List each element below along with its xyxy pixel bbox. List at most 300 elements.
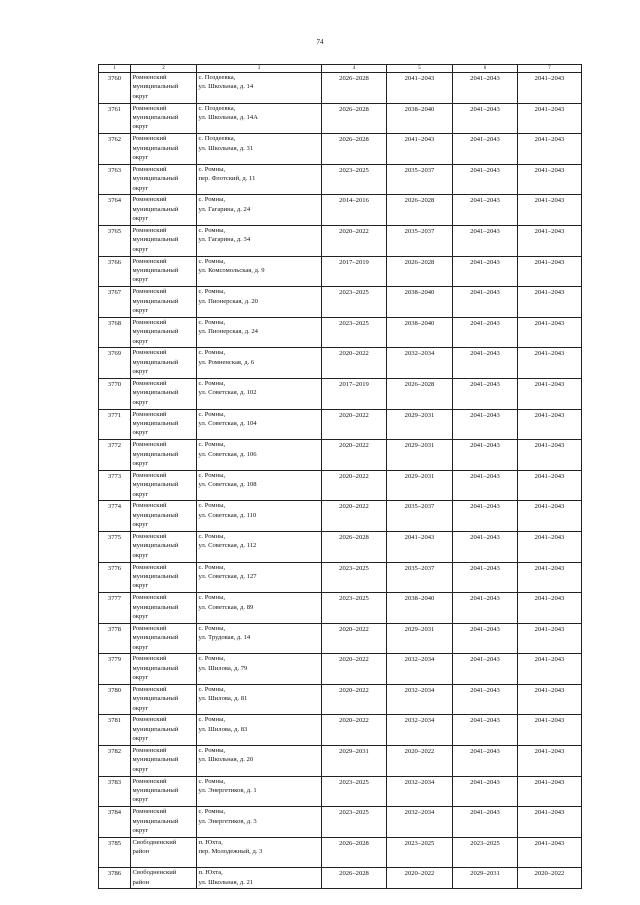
period-cell-c4: 2017–2019 xyxy=(322,256,387,287)
table-row xyxy=(99,501,582,532)
period-cell-c6: 2041–2043 xyxy=(453,195,518,226)
district-line: округ xyxy=(132,215,149,223)
district-cell xyxy=(131,715,197,746)
district-line: Свободненский xyxy=(132,838,177,846)
period-cell-c5: 2023–2025 xyxy=(387,837,453,868)
district-line: муниципальный xyxy=(132,236,179,244)
period-cell-c6: 2041–2043 xyxy=(453,654,518,685)
table-row xyxy=(99,776,582,807)
row-number-cell: 3762 xyxy=(99,134,131,165)
period-cell-c4: 2020–2022 xyxy=(322,409,387,440)
period-cell-c7: 2041–2043 xyxy=(518,623,582,654)
table-row xyxy=(99,531,582,562)
address-line: ул. Энергетиков, д. 1 xyxy=(198,787,257,795)
district-line: Ромненский xyxy=(132,379,167,387)
period-cell-c5: 2026–2028 xyxy=(387,195,453,226)
district-line: муниципальный xyxy=(132,297,179,305)
district-line: муниципальный xyxy=(132,572,179,580)
address-line: с. Ромны, xyxy=(198,532,226,540)
district-cell xyxy=(131,868,197,889)
table-row xyxy=(99,470,582,501)
address-line: ул. Советская, д. 127 xyxy=(198,572,257,580)
period-cell-c6: 2041–2043 xyxy=(453,287,518,318)
period-cell-c5: 2026–2028 xyxy=(387,256,453,287)
district-line: муниципальный xyxy=(132,205,179,213)
period-cell-c4: 2020–2022 xyxy=(322,470,387,501)
column-header: 4 xyxy=(322,65,387,73)
period-cell-c4: 2023–2025 xyxy=(322,287,387,318)
district-cell xyxy=(131,470,197,501)
district-line: Ромненский xyxy=(132,716,167,724)
district-cell xyxy=(131,73,197,104)
period-cell-c5: 2035–2037 xyxy=(387,562,453,593)
district-line: округ xyxy=(132,674,149,682)
page-number: 74 xyxy=(316,38,324,46)
district-line: округ xyxy=(132,184,149,192)
address-line: ул. Гагарина, д. 34 xyxy=(198,236,251,244)
address-cell xyxy=(197,195,322,226)
table-row xyxy=(99,409,582,440)
address-line: с. Ромны, xyxy=(198,196,226,204)
district-line: округ xyxy=(132,459,149,467)
period-cell-c7: 2041–2043 xyxy=(518,103,582,134)
table-row xyxy=(99,623,582,654)
address-line: с. Поздеевка, xyxy=(198,74,236,81)
row-number-cell: 3784 xyxy=(99,807,131,838)
period-cell-c5: 2041–2043 xyxy=(387,73,453,104)
period-cell-c6: 2041–2043 xyxy=(453,317,518,348)
district-cell xyxy=(131,195,197,226)
period-cell-c4: 2020–2022 xyxy=(322,348,387,379)
address-cell xyxy=(197,837,322,868)
address-line: ул. Комсомольская, д. 9 xyxy=(198,266,265,274)
address-line: с. Ромны, xyxy=(198,716,226,724)
district-line: Свободненский xyxy=(132,869,177,877)
address-line: ул. Шилова, д. 83 xyxy=(198,725,248,733)
address-line: ул. Энергетиков, д. 3 xyxy=(198,817,257,825)
period-cell-c4: 2026–2028 xyxy=(322,868,387,889)
district-cell xyxy=(131,501,197,532)
period-cell-c6: 2041–2043 xyxy=(453,409,518,440)
row-number-cell: 3780 xyxy=(99,684,131,715)
table-row xyxy=(99,103,582,134)
district-line: округ xyxy=(132,92,149,100)
district-line: Ромненский xyxy=(132,777,167,785)
period-cell-c6: 2041–2043 xyxy=(453,164,518,195)
district-line: Ромненский xyxy=(132,685,167,693)
address-line: с. Ромны, xyxy=(198,655,226,663)
address-line: с. Поздеевка, xyxy=(198,104,236,112)
period-cell-c5: 2038–2040 xyxy=(387,103,453,134)
period-cell-c4: 2023–2025 xyxy=(322,776,387,807)
table-row xyxy=(99,593,582,624)
district-line: муниципальный xyxy=(132,511,179,519)
district-cell xyxy=(131,623,197,654)
district-line: Ромненский xyxy=(132,471,167,479)
address-line: ул. Шилова, д. 79 xyxy=(198,664,248,672)
address-cell xyxy=(197,440,322,471)
district-line: Ромненский xyxy=(132,165,167,173)
table-row xyxy=(99,164,582,195)
row-number-cell: 3782 xyxy=(99,746,131,777)
address-cell xyxy=(197,562,322,593)
period-cell-c5: 2032–2034 xyxy=(387,654,453,685)
district-line: округ xyxy=(132,643,149,651)
period-cell-c6: 2041–2043 xyxy=(453,623,518,654)
period-cell-c6: 2041–2043 xyxy=(453,378,518,409)
row-number-cell: 3775 xyxy=(99,531,131,562)
period-cell-c7: 2041–2043 xyxy=(518,317,582,348)
address-line: ул. Трудовая, д. 14 xyxy=(198,634,251,642)
address-cell xyxy=(197,470,322,501)
period-cell-c4: 2020–2022 xyxy=(322,715,387,746)
address-line: с. Ромны, xyxy=(198,226,226,234)
district-line: муниципальный xyxy=(132,114,179,121)
period-cell-c5: 2029–2031 xyxy=(387,623,453,654)
period-cell-c6: 2041–2043 xyxy=(453,501,518,532)
period-cell-c6: 2023–2025 xyxy=(453,837,518,868)
period-cell-c4: 2026–2028 xyxy=(322,73,387,104)
district-cell xyxy=(131,776,197,807)
district-line: муниципальный xyxy=(132,603,179,611)
row-number-cell: 3763 xyxy=(99,164,131,195)
district-cell xyxy=(131,409,197,440)
column-header: 6 xyxy=(453,65,518,73)
address-line: с. Ромны, xyxy=(198,441,226,449)
district-line: округ xyxy=(132,704,149,712)
period-cell-c7: 2041–2043 xyxy=(518,287,582,318)
period-cell-c4: 2023–2025 xyxy=(322,807,387,838)
period-cell-c4: 2023–2025 xyxy=(322,164,387,195)
period-cell-c7: 2041–2043 xyxy=(518,470,582,501)
period-cell-c4: 2014–2016 xyxy=(322,195,387,226)
period-cell-c4: 2020–2022 xyxy=(322,684,387,715)
district-line: муниципальный xyxy=(132,695,179,703)
period-cell-c6: 2041–2043 xyxy=(453,73,518,104)
period-cell-c4: 2020–2022 xyxy=(322,654,387,685)
period-cell-c7: 2041–2043 xyxy=(518,776,582,807)
row-number-cell: 3781 xyxy=(99,715,131,746)
row-number-cell: 3773 xyxy=(99,470,131,501)
table-row xyxy=(99,73,582,104)
table-row xyxy=(99,746,582,777)
address-cell xyxy=(197,868,322,889)
district-line: Ромненский xyxy=(132,441,167,449)
period-cell-c5: 2029–2031 xyxy=(387,440,453,471)
period-cell-c5: 2020–2022 xyxy=(387,868,453,889)
address-cell xyxy=(197,348,322,379)
row-number-cell: 3783 xyxy=(99,776,131,807)
district-line: муниципальный xyxy=(132,389,179,397)
period-cell-c6: 2041–2043 xyxy=(453,531,518,562)
address-line: с. Ромны, xyxy=(198,318,226,326)
period-cell-c7: 2041–2043 xyxy=(518,593,582,624)
period-cell-c4: 2023–2025 xyxy=(322,317,387,348)
district-line: округ xyxy=(132,368,149,376)
table-row xyxy=(99,654,582,685)
district-cell xyxy=(131,562,197,593)
address-line: с. Ромны, xyxy=(198,471,226,479)
district-line: округ xyxy=(132,154,149,161)
period-cell-c6: 2041–2043 xyxy=(453,562,518,593)
address-line: с. Ромны, xyxy=(198,747,226,755)
period-cell-c5: 2035–2037 xyxy=(387,501,453,532)
district-cell xyxy=(131,746,197,777)
district-line: округ xyxy=(132,276,149,284)
table-row xyxy=(99,868,582,889)
period-cell-c6: 2041–2043 xyxy=(453,348,518,379)
period-cell-c6: 2041–2043 xyxy=(453,746,518,777)
period-cell-c5: 2041–2043 xyxy=(387,531,453,562)
period-cell-c6: 2041–2043 xyxy=(453,715,518,746)
district-line: Ромненский xyxy=(132,104,167,112)
row-number-cell: 3769 xyxy=(99,348,131,379)
address-line: ул. Гагарина, д. 24 xyxy=(198,205,251,213)
period-cell-c5: 2032–2034 xyxy=(387,807,453,838)
row-number-cell: 3785 xyxy=(99,837,131,868)
district-line: Ромненский xyxy=(132,74,167,81)
period-cell-c4: 2020–2022 xyxy=(322,225,387,256)
district-line: муниципальный xyxy=(132,481,179,489)
row-number-cell: 3761 xyxy=(99,103,131,134)
district-line: Ромненский xyxy=(132,532,167,540)
period-cell-c7: 2041–2043 xyxy=(518,654,582,685)
table-row xyxy=(99,317,582,348)
table-body xyxy=(99,65,582,889)
district-line: муниципальный xyxy=(132,175,179,183)
address-line: п. Юхта, xyxy=(198,838,223,846)
table-row xyxy=(99,256,582,287)
district-cell xyxy=(131,317,197,348)
period-cell-c6: 2041–2043 xyxy=(453,593,518,624)
row-number-cell: 3779 xyxy=(99,654,131,685)
district-line: округ xyxy=(132,429,149,437)
district-cell xyxy=(131,440,197,471)
period-cell-c7: 2041–2043 xyxy=(518,746,582,777)
row-number-cell: 3768 xyxy=(99,317,131,348)
period-cell-c5: 2020–2022 xyxy=(387,746,453,777)
district-cell xyxy=(131,531,197,562)
address-line: с. Ромны, xyxy=(198,165,226,173)
period-cell-c7: 2041–2043 xyxy=(518,837,582,868)
period-cell-c6: 2041–2043 xyxy=(453,684,518,715)
column-header: 1 xyxy=(99,65,131,73)
address-line: ул. Советская, д. 108 xyxy=(198,481,257,489)
period-cell-c7: 2041–2043 xyxy=(518,531,582,562)
address-line: ул. Советская, д. 89 xyxy=(198,603,254,611)
address-line: пер. Флотский, д. 11 xyxy=(198,175,256,183)
address-line: с. Ромны, xyxy=(198,410,226,418)
district-line: район xyxy=(132,848,150,856)
address-line: ул. Школьная, д. 14А xyxy=(198,114,258,121)
period-cell-c4: 2017–2019 xyxy=(322,378,387,409)
row-number-cell: 3776 xyxy=(99,562,131,593)
district-cell xyxy=(131,134,197,165)
address-line: с. Ромны, xyxy=(198,502,226,510)
period-cell-c5: 2032–2034 xyxy=(387,715,453,746)
table-row xyxy=(99,807,582,838)
district-line: Ромненский xyxy=(132,808,167,816)
address-cell xyxy=(197,593,322,624)
district-line: Ромненский xyxy=(132,624,167,632)
address-cell xyxy=(197,807,322,838)
address-line: ул. Шилова, д. 81 xyxy=(198,695,248,703)
address-line: с. Поздеевка, xyxy=(198,135,236,143)
district-line: округ xyxy=(132,582,149,590)
period-cell-c6: 2029–2031 xyxy=(453,868,518,889)
period-cell-c5: 2038–2040 xyxy=(387,593,453,624)
period-cell-c7: 2041–2043 xyxy=(518,409,582,440)
district-cell xyxy=(131,684,197,715)
period-cell-c7: 2041–2043 xyxy=(518,73,582,104)
address-cell xyxy=(197,378,322,409)
address-line: с. Ромны, xyxy=(198,379,226,387)
period-cell-c7: 2041–2043 xyxy=(518,501,582,532)
district-line: район xyxy=(132,878,150,886)
district-line: Ромненский xyxy=(132,594,167,602)
period-cell-c6: 2041–2043 xyxy=(453,225,518,256)
period-cell-c7: 2041–2043 xyxy=(518,134,582,165)
table-row xyxy=(99,562,582,593)
address-cell xyxy=(197,654,322,685)
row-number-cell: 3767 xyxy=(99,287,131,318)
district-cell xyxy=(131,225,197,256)
district-line: Ромненский xyxy=(132,410,167,418)
address-line: с. Ромны, xyxy=(198,257,226,265)
district-cell xyxy=(131,256,197,287)
row-number-cell: 3766 xyxy=(99,256,131,287)
row-number-cell: 3774 xyxy=(99,501,131,532)
period-cell-c7: 2041–2043 xyxy=(518,715,582,746)
district-cell xyxy=(131,378,197,409)
address-line: ул. Советская, д. 102 xyxy=(198,389,257,397)
column-header: 7 xyxy=(518,65,582,73)
district-line: округ xyxy=(132,796,149,804)
district-line: муниципальный xyxy=(132,817,179,825)
row-number-cell: 3760 xyxy=(99,73,131,104)
period-cell-c6: 2041–2043 xyxy=(453,103,518,134)
column-header: 5 xyxy=(387,65,453,73)
row-number-cell: 3771 xyxy=(99,409,131,440)
district-line: Ромненский xyxy=(132,226,167,234)
period-cell-c6: 2041–2043 xyxy=(453,134,518,165)
row-number-cell: 3765 xyxy=(99,225,131,256)
row-number-cell: 3786 xyxy=(99,868,131,889)
row-number-cell: 3778 xyxy=(99,623,131,654)
district-line: Ромненский xyxy=(132,655,167,663)
district-line: Ромненский xyxy=(132,563,167,571)
district-line: муниципальный xyxy=(132,756,179,764)
district-line: Ромненский xyxy=(132,196,167,204)
header-row xyxy=(99,65,582,73)
address-line: с. Ромны, xyxy=(198,594,226,602)
period-cell-c4: 2020–2022 xyxy=(322,623,387,654)
district-line: округ xyxy=(132,612,149,620)
district-line: округ xyxy=(132,245,149,253)
table-row xyxy=(99,225,582,256)
period-cell-c7: 2041–2043 xyxy=(518,807,582,838)
period-cell-c4: 2020–2022 xyxy=(322,501,387,532)
district-line: округ xyxy=(132,827,149,835)
address-cell xyxy=(197,409,322,440)
period-cell-c5: 2026–2028 xyxy=(387,378,453,409)
table-row xyxy=(99,684,582,715)
district-line: муниципальный xyxy=(132,542,179,550)
district-line: муниципальный xyxy=(132,419,179,427)
address-cell xyxy=(197,225,322,256)
address-cell xyxy=(197,623,322,654)
address-cell xyxy=(197,776,322,807)
period-cell-c7: 2041–2043 xyxy=(518,348,582,379)
district-line: Ромненский xyxy=(132,257,167,265)
period-cell-c6: 2041–2043 xyxy=(453,256,518,287)
address-line: ул. Школьная, д. 14 xyxy=(198,83,254,91)
district-line: Ромненский xyxy=(132,349,167,357)
period-cell-c6: 2041–2043 xyxy=(453,440,518,471)
district-line: муниципальный xyxy=(132,358,179,366)
row-number-cell: 3777 xyxy=(99,593,131,624)
address-line: ул. Советская, д. 106 xyxy=(198,450,257,458)
district-line: Ромненский xyxy=(132,747,167,755)
address-line: с. Ромны, xyxy=(198,777,226,785)
table-row xyxy=(99,715,582,746)
address-line: с. Ромны, xyxy=(198,563,226,571)
address-line: ул. Школьная, д. 21 xyxy=(198,878,254,886)
address-line: ул. Ромненская, д. 6 xyxy=(198,358,255,366)
address-line: с. Ромны, xyxy=(198,288,226,296)
address-line: ул. Школьная, д. 20 xyxy=(198,756,254,764)
address-line: с. Ромны, xyxy=(198,349,226,357)
district-cell xyxy=(131,287,197,318)
address-line: ул. Советская, д. 112 xyxy=(198,542,257,550)
register-table xyxy=(98,64,582,889)
period-cell-c4: 2023–2025 xyxy=(322,562,387,593)
row-number-cell: 3770 xyxy=(99,378,131,409)
column-header: 3 xyxy=(197,65,322,73)
address-line: с. Ромны, xyxy=(198,685,226,693)
district-line: Ромненский xyxy=(132,288,167,296)
period-cell-c5: 2035–2037 xyxy=(387,225,453,256)
period-cell-c6: 2041–2043 xyxy=(453,776,518,807)
address-line: ул. Советская, д. 104 xyxy=(198,419,257,427)
district-line: округ xyxy=(132,551,149,559)
period-cell-c7: 2041–2043 xyxy=(518,164,582,195)
address-cell xyxy=(197,531,322,562)
address-cell xyxy=(197,164,322,195)
table-row xyxy=(99,440,582,471)
period-cell-c6: 2041–2043 xyxy=(453,807,518,838)
address-line: с. Ромны, xyxy=(198,624,226,632)
period-cell-c5: 2038–2040 xyxy=(387,317,453,348)
district-line: Ромненский xyxy=(132,502,167,510)
address-line: ул. Советская, д. 110 xyxy=(198,511,257,519)
period-cell-c4: 2026–2028 xyxy=(322,531,387,562)
period-cell-c6: 2041–2043 xyxy=(453,470,518,501)
period-cell-c4: 2023–2025 xyxy=(322,593,387,624)
table-row xyxy=(99,348,582,379)
address-cell xyxy=(197,256,322,287)
period-cell-c4: 2026–2028 xyxy=(322,837,387,868)
district-line: округ xyxy=(132,337,149,345)
period-cell-c5: 2032–2034 xyxy=(387,348,453,379)
district-line: округ xyxy=(132,765,149,773)
district-line: округ xyxy=(132,306,149,314)
district-cell xyxy=(131,103,197,134)
period-cell-c7: 2041–2043 xyxy=(518,256,582,287)
table-row xyxy=(99,195,582,226)
period-cell-c7: 2041–2043 xyxy=(518,684,582,715)
district-line: муниципальный xyxy=(132,664,179,672)
